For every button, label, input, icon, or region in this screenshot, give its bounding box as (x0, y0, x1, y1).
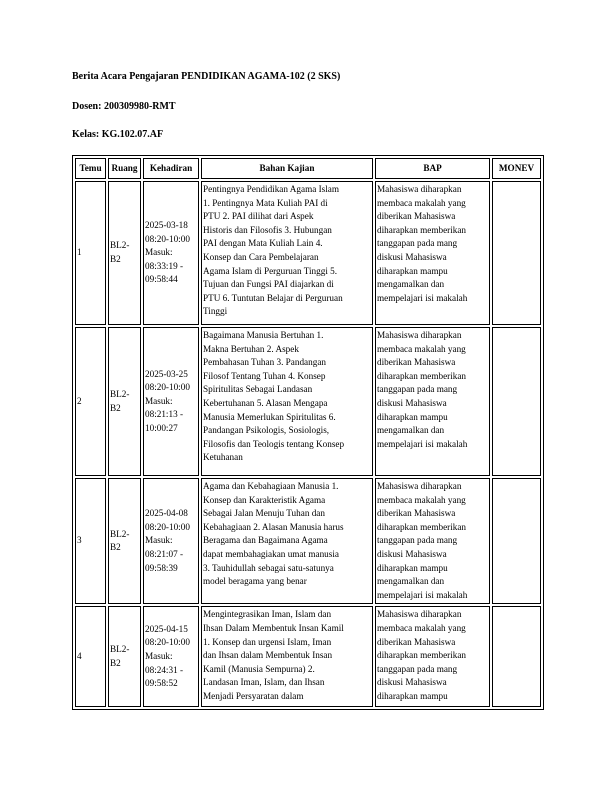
cell-bap-line: mempelajari isi makalah (377, 438, 468, 449)
cell-ruang (108, 606, 141, 707)
cell-kehadiran-line: Masuk: (145, 651, 173, 662)
cell-kehadiran-line: 09:58:44 (145, 274, 178, 285)
cell-ruang-line: BL2- (110, 644, 130, 655)
cell-monev (492, 606, 541, 707)
cell-kehadiran-line: 10:00:27 (145, 422, 178, 433)
cell-bap-line: diskusi Mahasiswa (377, 251, 447, 262)
column-header-temu: Temu (75, 158, 106, 179)
cell-bahan-kajian-line: Mengintegrasikan Iman, Islam dan (203, 609, 332, 620)
cell-bap-line: diharapkan memberikan (377, 650, 467, 661)
column-header-bahan-kajian: Bahan Kajian (201, 158, 373, 179)
cell-bap-line: diberikan Mahasiswa (377, 508, 456, 519)
cell-temu: 3 (75, 478, 106, 604)
cell-kehadiran-line: 08:33:19 - (145, 260, 184, 271)
cell-bap-line: mempelajari isi makalah (377, 589, 468, 600)
cell-bap-line: Mahasiswa diharapkan (377, 184, 462, 194)
cell-bahan-kajian-line: Sebagai Jalan Menuju Tuhan dan (203, 508, 325, 519)
cell-kehadiran-line: 2025-03-25 (145, 368, 188, 379)
cell-kehadiran-line: 08:20-10:00 (145, 233, 190, 244)
column-header-kehadiran: Kehadiran (143, 158, 199, 179)
cell-bap-line: tanggapan pada mang (377, 384, 458, 395)
cell-bap-line: diberikan Mahasiswa (377, 636, 456, 647)
cell-bahan-kajian-line: Ihsan Dalam Membentuk Insan Kamil (203, 622, 344, 633)
table-header-row (75, 158, 541, 179)
cell-bap-line: tanggapan pada mang (377, 238, 458, 249)
cell-monev (492, 181, 541, 325)
cell-kehadiran-line: 08:21:07 - (145, 548, 184, 559)
cell-bap-line: mengamalkan dan (377, 576, 445, 587)
cell-bap-line: diharapkan mampu (377, 562, 448, 573)
cell-bap-line: diberikan Mahasiswa (377, 211, 456, 222)
cell-bahan-kajian-line: PAI dengan Mata Kuliah Lain 4. (203, 238, 323, 249)
cell-bahan-kajian-line: Konsep dan Cara Pembelajaran (203, 251, 319, 262)
cell-kehadiran (143, 478, 199, 604)
cell-bahan-kajian-line: Pentingnya Pendidikan Agama Islam (203, 184, 340, 194)
cell-bahan-kajian-line: Ketuhanan (203, 452, 243, 463)
cell-bahan-kajian-line: Beragama dan Bagaimana Agama (203, 535, 328, 546)
cell-kehadiran-line: 2025-04-08 (145, 508, 188, 519)
cell-bap (375, 606, 490, 707)
cell-bahan-kajian (201, 478, 373, 604)
cell-kehadiran-line: 2025-03-18 (145, 220, 188, 231)
cell-bahan-kajian (201, 606, 373, 707)
cell-bap-line: diskusi Mahasiswa (377, 677, 447, 688)
cell-bahan-kajian-line: Tinggi (203, 306, 228, 317)
cell-bahan-kajian-line: Agama dan Kebahagiaan Manusia 1. (203, 481, 339, 491)
cell-bahan-kajian-line: 1. Pentingnya Mata Kuliah PAI di (203, 197, 328, 208)
cell-bahan-kajian-line: Filosofis dan Teologis tentang Konsep (203, 438, 345, 449)
table-row (75, 478, 541, 604)
cell-kehadiran-line: 2025-04-15 (145, 623, 188, 634)
cell-bap-line: diberikan Mahasiswa (377, 357, 456, 368)
cell-kehadiran-line: 08:20-10:00 (145, 637, 190, 648)
class-line: Kelas: KG.102.07.AF (72, 129, 164, 140)
teaching-record-table (72, 155, 544, 710)
cell-bahan-kajian-line: Konsep dan Karakteristik Agama (203, 494, 326, 505)
cell-kehadiran-line: 08:24:31 - (145, 664, 184, 675)
cell-bahan-kajian (201, 327, 373, 476)
cell-bahan-kajian-line: dapat membahagiakan umat manusia (203, 548, 339, 559)
cell-kehadiran (143, 327, 199, 476)
cell-ruang-line: B2 (110, 657, 121, 668)
lecturer-line: Dosen: 200309980-RMT (72, 101, 176, 112)
cell-kehadiran-line: Masuk: (145, 395, 173, 406)
cell-bap-line: diharapkan mampu (377, 265, 448, 276)
table-row (75, 606, 541, 707)
cell-bap-line: diskusi Mahasiswa (377, 397, 447, 408)
cell-bahan-kajian-line: Kebahagiaan 2. Alasan Manusia harus (203, 521, 344, 532)
cell-kehadiran-line: 08:20-10:00 (145, 382, 190, 393)
cell-bahan-kajian-line: Spiritulitas Sebagai Landasan (203, 384, 313, 395)
cell-bahan-kajian-line: dan Ihsan dalam Membentuk Insan (203, 650, 333, 661)
cell-kehadiran-line: 08:20-10:00 (145, 521, 190, 532)
cell-bahan-kajian-line: Bagaimana Manusia Bertuhan 1. (203, 330, 324, 340)
cell-bap-line: diharapkan memberikan (377, 224, 467, 235)
cell-kehadiran-line: Masuk: (145, 535, 173, 546)
cell-bap-line: membaca makalah yang (377, 622, 466, 633)
cell-bahan-kajian-line: Pembahasan Tuhan 3. Pandangan (203, 357, 326, 368)
cell-temu: 2 (75, 327, 106, 476)
cell-bap (375, 478, 490, 604)
cell-monev (492, 478, 541, 604)
cell-kehadiran-line: Masuk: (145, 247, 173, 258)
cell-bahan-kajian-line: model beragama yang benar (203, 576, 307, 587)
cell-temu: 4 (75, 606, 106, 707)
cell-bap-line: Mahasiswa diharapkan (377, 609, 462, 620)
cell-bap-line: mengamalkan dan (377, 425, 445, 436)
cell-bahan-kajian-line: PTU 2. PAI dilihat dari Aspek (203, 211, 314, 222)
cell-bap-line: Mahasiswa diharapkan (377, 330, 462, 340)
column-header-bap: BAP (375, 158, 490, 179)
cell-ruang-line: BL2- (110, 528, 130, 539)
cell-bap-line: tanggapan pada mang (377, 535, 458, 546)
cell-bap-line: diskusi Mahasiswa (377, 548, 447, 559)
cell-bahan-kajian-line: Pandangan Psikologis, Sosiologis, (203, 425, 330, 436)
cell-kehadiran-line: 08:21:13 - (145, 409, 184, 420)
cell-ruang-line: B2 (110, 254, 121, 264)
cell-bahan-kajian-line: Tujuan dan Fungsi PAI diajarkan di (203, 279, 334, 290)
cell-ruang-line: B2 (110, 402, 121, 413)
cell-ruang (108, 327, 141, 476)
cell-bap-line: diharapkan memberikan (377, 521, 467, 532)
cell-bahan-kajian-line: Kamil (Manusia Sempurna) 2. (203, 663, 315, 674)
cell-kehadiran-line: 09:58:52 (145, 678, 178, 689)
cell-bap-line: mempelajari isi makalah (377, 292, 468, 303)
cell-ruang-line: BL2- (110, 388, 130, 399)
cell-bahan-kajian (201, 181, 373, 325)
table-row (75, 327, 541, 476)
column-header-ruang: Ruang (108, 158, 141, 179)
cell-temu: 1 (75, 181, 106, 325)
cell-bap-line: membaca makalah yang (377, 343, 466, 354)
cell-kehadiran-line: 09:58:39 (145, 562, 178, 573)
cell-bap-line: Mahasiswa diharapkan (377, 481, 462, 491)
cell-bahan-kajian-line: Manusia Memerlukan Spiritulitas 6. (203, 411, 336, 422)
cell-bahan-kajian-line: Agama Islam di Perguruan Tinggi 5. (203, 265, 338, 276)
cell-monev (492, 327, 541, 476)
cell-bahan-kajian-line: 1. Konsep dan urgensi Islam, Iman (203, 636, 332, 647)
table-row (75, 181, 541, 325)
cell-bap-line: membaca makalah yang (377, 494, 466, 505)
cell-bahan-kajian-line: 3. Tauhidullah sebagai satu-satunya (203, 562, 334, 573)
cell-bap-line: membaca makalah yang (377, 197, 466, 208)
cell-ruang (108, 181, 141, 325)
cell-bap (375, 327, 490, 476)
cell-ruang-line: B2 (110, 542, 121, 553)
document-title: Berita Acara Pengajaran PENDIDIKAN AGAMA-102 (2 SKS) (72, 71, 341, 82)
cell-bap-line: mengamalkan dan (377, 279, 445, 290)
cell-bap-line: diharapkan mampu (377, 690, 448, 701)
cell-bap-line: diharapkan mampu (377, 411, 448, 422)
cell-bap-line: diharapkan memberikan (377, 370, 467, 381)
cell-bahan-kajian-line: Makna Bertuhan 2. Aspek (203, 343, 299, 354)
cell-kehadiran (143, 606, 199, 707)
cell-bahan-kajian-line: Landasan Iman, Islam, dan Ihsan (203, 677, 325, 688)
cell-ruang-line: BL2- (110, 240, 130, 251)
cell-kehadiran (143, 181, 199, 325)
cell-bap-line: tanggapan pada mang (377, 663, 458, 674)
cell-ruang (108, 478, 141, 604)
cell-bahan-kajian-line: Filosof Tentang Tuhan 4. Konsep (203, 370, 326, 381)
cell-bahan-kajian-line: Menjadi Persyaratan dalam (203, 690, 304, 701)
cell-bahan-kajian-line: PTU 6. Tuntutan Belajar di Perguruan (203, 292, 343, 303)
column-header-monev: MONEV (492, 158, 541, 179)
cell-bahan-kajian-line: Historis dan Filosofis 3. Hubungan (203, 224, 332, 235)
cell-bap (375, 181, 490, 325)
cell-bahan-kajian-line: Kebertuhanan 5. Alasan Mengapa (203, 397, 328, 408)
